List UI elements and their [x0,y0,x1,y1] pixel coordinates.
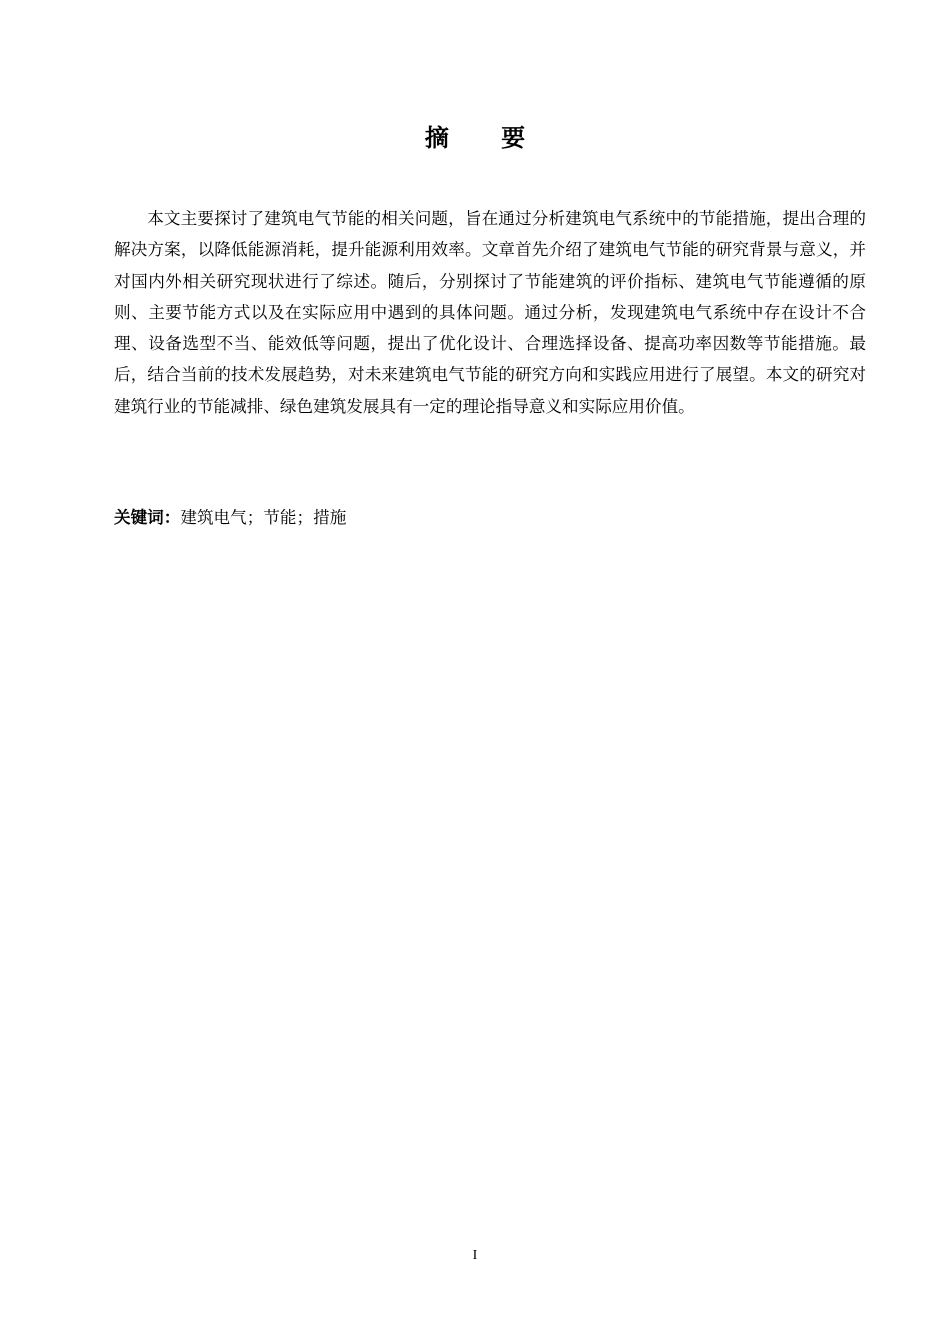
page-number: I [472,1248,478,1263]
keywords-label: 关键词： [114,508,181,527]
abstract-body: 本文主要探讨了建筑电气节能的相关问题，旨在通过分析建筑电气系统中的节能措施，提出合理的解决方案，以降低能源消耗，提升能源利用效率。文章首先介绍了建筑电气节能的研究背景与意义，并对国内外相关研究现状进行了综述。随后，分别探讨了节能建筑的评价指标、建筑电气节能遵循的原则、主要节能方式以及在实际应用中遇到的具体问题。通过分析，发现建筑电气系统中存在设计不合理、设备选型不当、能效低等问题，提出了优化设计、合理选择设备、提高功率因数等节能措施。最后，结合当前的技术发展趋势，对未来建筑电气节能的研究方向和实践应用进行了展望。本文的研究对建筑行业的节能减排、绿色建筑发展具有一定的理论指导意义和实际应用价值。 [114,209,866,416]
keywords-value: 建筑电气；节能；措施 [180,508,347,527]
keywords-line [114,502,866,533]
page-title: 摘 要 [424,124,548,152]
